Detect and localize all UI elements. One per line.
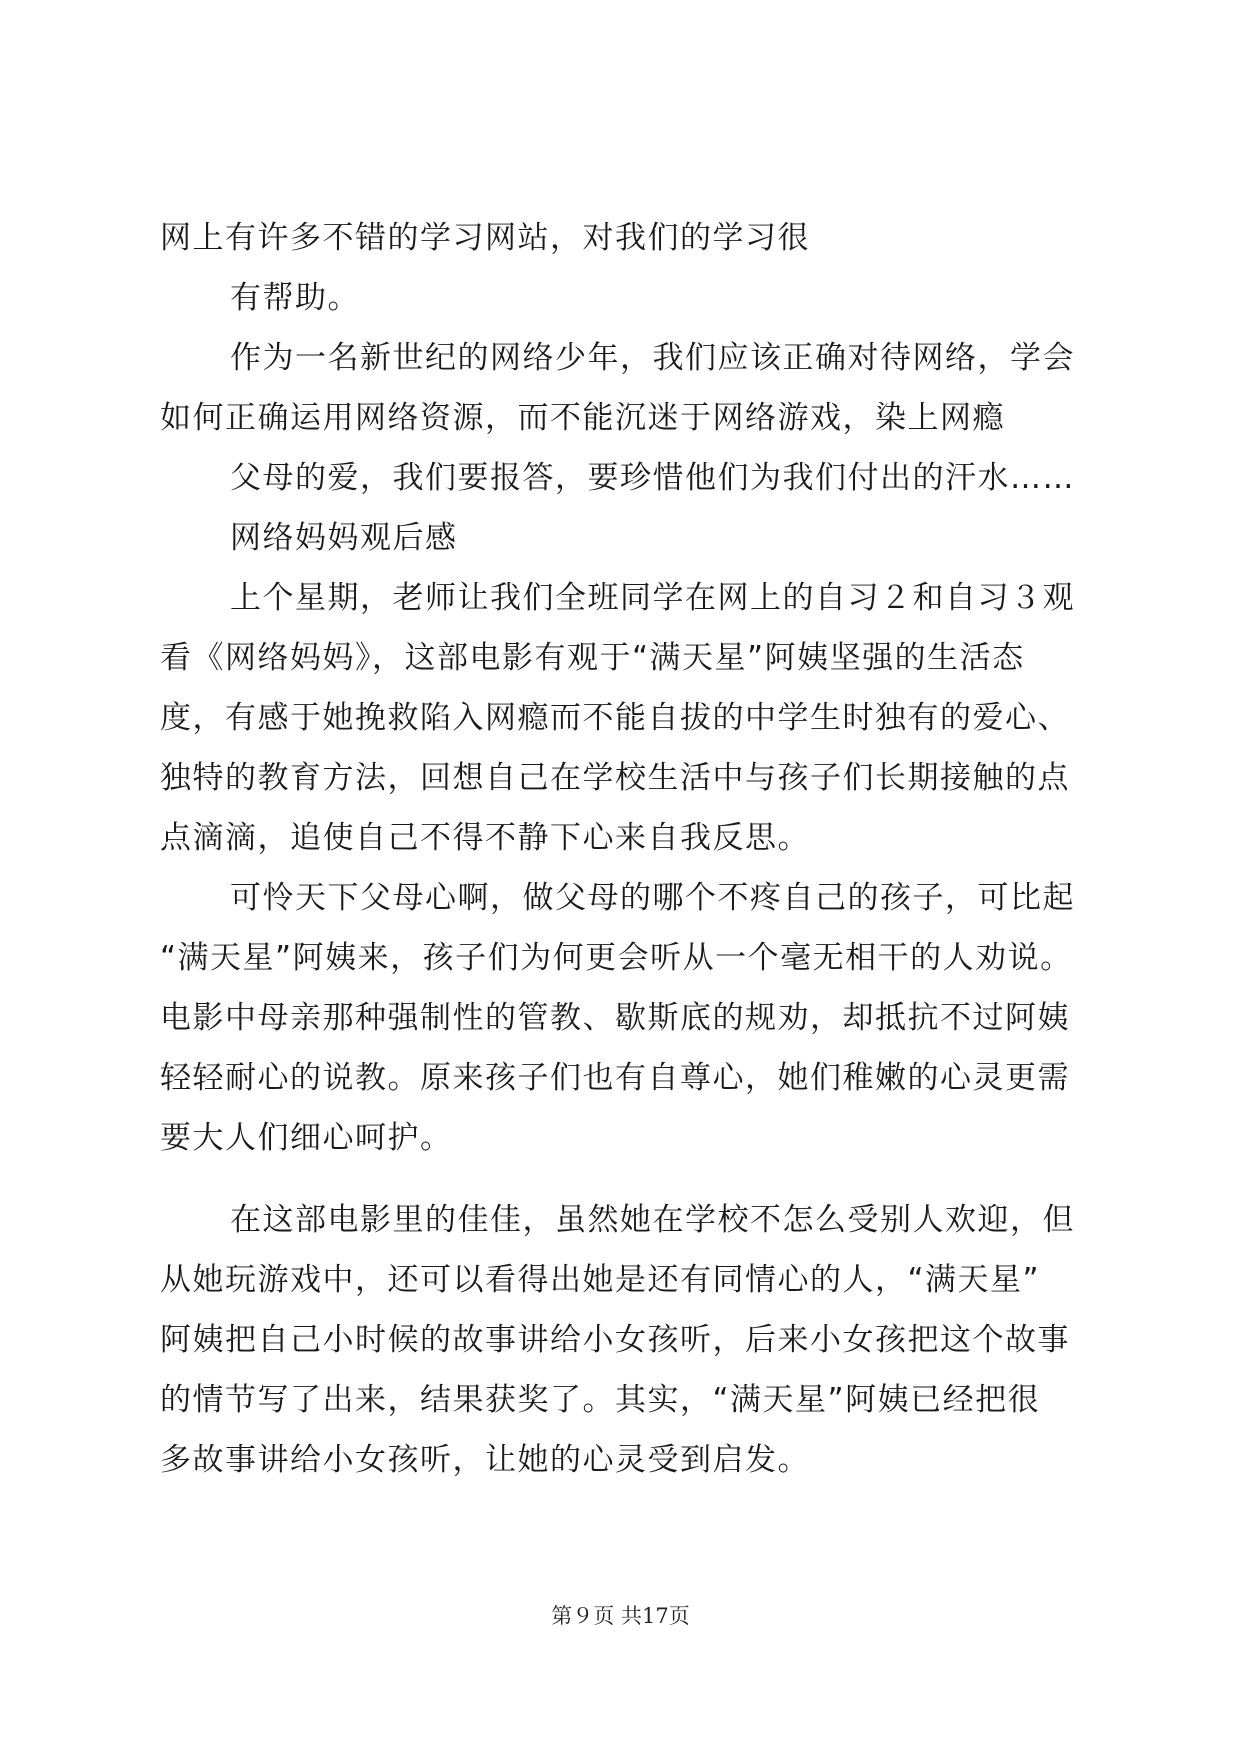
text-line: 度，有感于她挽救陷入网瘾而不能自拔的中学生时独有的爱心、	[160, 700, 1070, 736]
text-line: 可怜天下父母心啊，做父母的哪个不疼自己的孩子，可比起	[230, 880, 1075, 916]
text-line: 独特的教育方法，回想自己在学校生活中与孩子们长期接触的点	[160, 760, 1070, 796]
text-line: “满天星”阿姨来，孩子们为何更会听从一个毫无相干的人劝说。	[160, 940, 1073, 976]
text-line: 点滴滴，追使自己不得不静下心来自我反思。	[160, 820, 810, 856]
text-line: 如何正确运用网络资源，而不能沉迷于网络游戏，染上网瘾	[160, 400, 1005, 436]
text-line: 多故事讲给小女孩听，让她的心灵受到启发。	[160, 1442, 810, 1478]
text-line: 作为一名新世纪的网络少年，我们应该正确对待网络，学会	[230, 340, 1075, 376]
page-number-footer: 第９页 共17页	[551, 1604, 690, 1628]
text-line: 阿姨把自己小时候的故事讲给小女孩听，后来小女孩把这个故事	[160, 1322, 1070, 1358]
text-line: 网上有许多不错的学习网站，对我们的学习很	[160, 220, 810, 256]
section-title: 网络妈妈观后感	[230, 520, 458, 556]
text-line: 的情节写了出来，结果获奖了。其实，“满天星”阿姨已经把很	[160, 1382, 1041, 1418]
text-line: 从她玩游戏中，还可以看得出她是还有同情心的人，“满天星”	[160, 1262, 1041, 1298]
text-line: 轻轻耐心的说教。原来孩子们也有自尊心，她们稚嫩的心灵更需	[160, 1060, 1070, 1096]
text-line: 有帮助。	[230, 280, 360, 316]
text-line: 要大人们细心呵护。	[160, 1120, 453, 1156]
text-line: 父母的爱，我们要报答，要珍惜他们为我们付出的汗水……	[230, 460, 1075, 496]
text-line: 上个星期，老师让我们全班同学在网上的自习２和自习３观	[230, 580, 1075, 616]
text-line: 看《网络妈妈》，这部电影有观于“满天星”阿姨坚强的生活态	[160, 640, 1025, 676]
text-line: 电影中母亲那种强制性的管教、歇斯底的规劝，却抵抗不过阿姨	[160, 1000, 1070, 1036]
text-line: 在这部电影里的佳佳，虽然她在学校不怎么受别人欢迎，但	[230, 1202, 1075, 1238]
